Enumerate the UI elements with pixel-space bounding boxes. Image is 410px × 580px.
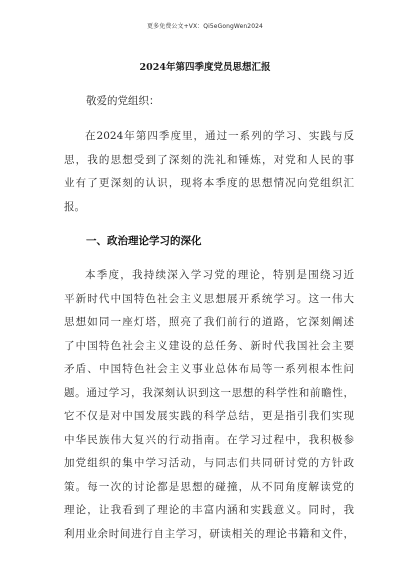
paragraph-line: 本季度，我持续深入学习党的理论，特别是围绕习近 — [85, 269, 354, 281]
section-body-paragraph — [64, 264, 354, 546]
paragraph-line: 业有了更深刻的认识，现将本季度的思想情况向党组织汇 — [64, 177, 354, 189]
paragraph-line: 报。 — [64, 200, 85, 213]
paragraph-line: 它不仅是对中国发展实践的科学总结，更是指引我们实现 — [64, 410, 354, 422]
paragraph-line: 中华民族伟大复兴的行动指南。在学习过程中，我积极参 — [64, 433, 354, 446]
paragraph-line: 在2024年第四季度里，通过一系列的学习、实践与反 — [85, 130, 354, 142]
intro-paragraph — [64, 125, 354, 219]
header-note: 更多免费公文+VX：Qi5eGongWen2024 — [147, 23, 263, 30]
paragraph-line: 了中国特色社会主义建设的总任务、新时代我国社会主要 — [64, 339, 354, 352]
document-title: 2024年第四季度党员思想汇报 — [139, 62, 271, 73]
paragraph-line: 利用业余时间进行自主学习，研读相关的理论书籍和文件， — [64, 527, 354, 540]
paragraph-line: 矛盾、中国特色社会主义事业总体布局等一系列根本性问 — [64, 363, 354, 375]
paragraph-line: 策。每一次的讨论都是思想的碰撞，从不同角度解读党的 — [64, 480, 354, 493]
salutation: 敬爱的党组织： — [86, 95, 160, 107]
paragraph-line: 理论，让我看到了理论的丰富内涵和实践意义。同时，我 — [64, 504, 354, 516]
paragraph-line: 思，我的思想受到了深刻的洗礼和锤炼，对党和人民的事 — [64, 153, 354, 166]
paragraph-line: 题。通过学习，我深刻认识到这一思想的科学性和前瞻性， — [64, 386, 354, 399]
paragraph-line: 思想如同一座灯塔，照亮了我们前行的道路，它深刻阐述 — [64, 316, 354, 328]
paragraph-line: 平新时代中国特色社会主义思想展开系统学习。这一伟大 — [64, 292, 354, 305]
paragraph-line: 加党组织的集中学习活动，与同志们共同研讨党的方针政 — [64, 457, 354, 469]
section-heading: 一、政治理论学习的深化 — [86, 235, 202, 247]
